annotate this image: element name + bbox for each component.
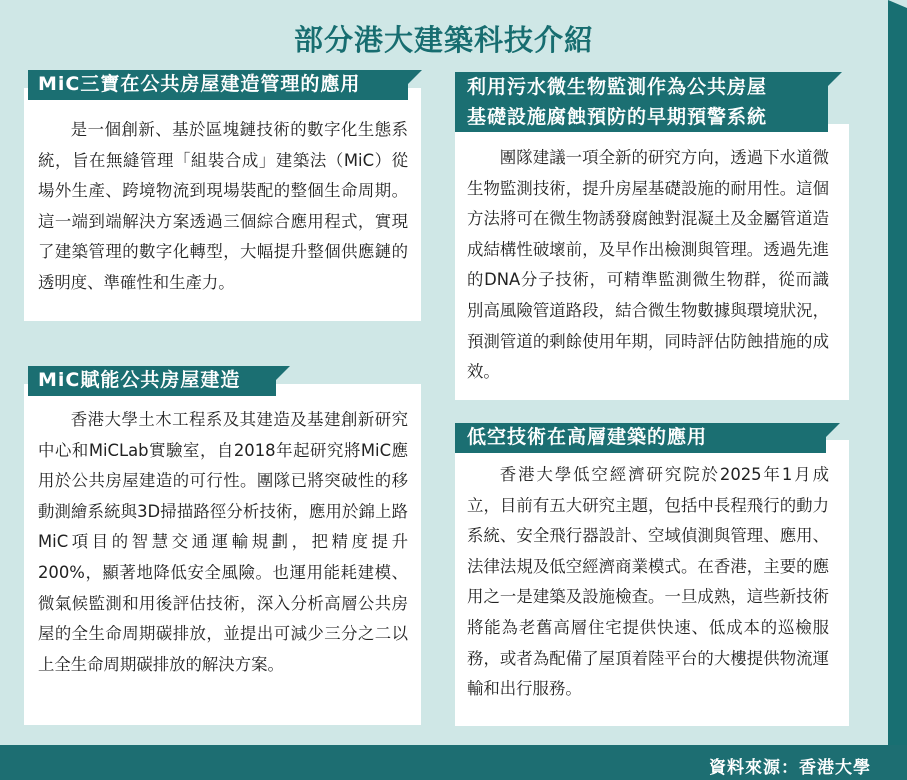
section-heading-sewage-monitoring xyxy=(455,72,828,132)
section-body-mic-three-treasures: 是一個創新、基於區塊鏈技術的數字化生態系統，旨在無縫管理「組裝合成」建築法（MiC）從場外生產、跨境物流到現場裝配的整個生命周期。這一端到端解決方案透過三個綜合應用程式，實現了建築管理的數字化轉型，大幅提升整個供應鏈的透明度、準確性和生產力。 xyxy=(38,120,408,292)
section-body-low-altitude: 香港大學低空經濟研究院於2025年1月成立，目前有五大研究主題，包括中長程飛行的動力系統、安全飛行器設計、空域偵測與管理、應用、法律法規及低空經濟商業模式。在香港，主要的應用之一是建築及設施檢查。一旦成熟，這些新技術將能為老舊高層住宅提供快速、低成本的巡檢服務，或者為配備了屋頂着陸平台的大樓提供物流運輸和出行服務。 xyxy=(467,465,829,699)
section-heading-text: MiC三寶在公共房屋建造管理的應用 xyxy=(38,73,361,95)
section-heading-low-altitude xyxy=(455,423,826,453)
section-heading-text: 低空技術在高層建築的應用 xyxy=(467,426,708,448)
section-heading-line-2: 基礎設施腐蝕預防的早期預警系統 xyxy=(467,106,768,128)
page-title: 部分港大建築科技介紹 xyxy=(293,23,594,57)
section-heading-mic-public-housing xyxy=(28,366,276,396)
source-credit: 資料來源：香港大學 xyxy=(709,758,871,778)
section-heading-mic-three-treasures xyxy=(28,70,408,100)
section-body-mic-public-housing: 香港大學土木工程系及其建造及基建創新研究中心和MiCLab實驗室，自2018年起研究將MiC應用於公共房屋建造的可行性。團隊已將突破性的移動測繪系統與3D掃描路徑分析技術，應用於錦上路MiC項目的智慧交通運輸規劃，把精度提升200%，顯著地降低安全風險。也運用能耗建模、微氣候監測和用後評估技術，深入分析高層公共房屋的全生命周期碳排放，並提出可減少三分之二以上全生命周期碳排放的解決方案。 xyxy=(38,410,408,674)
right-edge-shade xyxy=(888,8,907,758)
section-heading-text: MiC賦能公共房屋建造 xyxy=(38,369,241,391)
section-body-sewage-monitoring: 團隊建議一項全新的研究方向，透過下水道微生物監測技術，提升房屋基礎設施的耐用性。這個方法將可在微生物誘發腐蝕對混凝土及金屬管道造成結構性破壞前，及早作出檢測與管理。透過先進的DNA分子技術，可精準監測微生物群，從而識別高風險管道路段，結合微生物數據與環境狀況，預測管道的剩餘使用年期，同時評估防蝕措施的成效。 xyxy=(467,148,829,382)
section-heading-line-1: 利用污水微生物監測作為公共房屋 xyxy=(467,76,768,98)
